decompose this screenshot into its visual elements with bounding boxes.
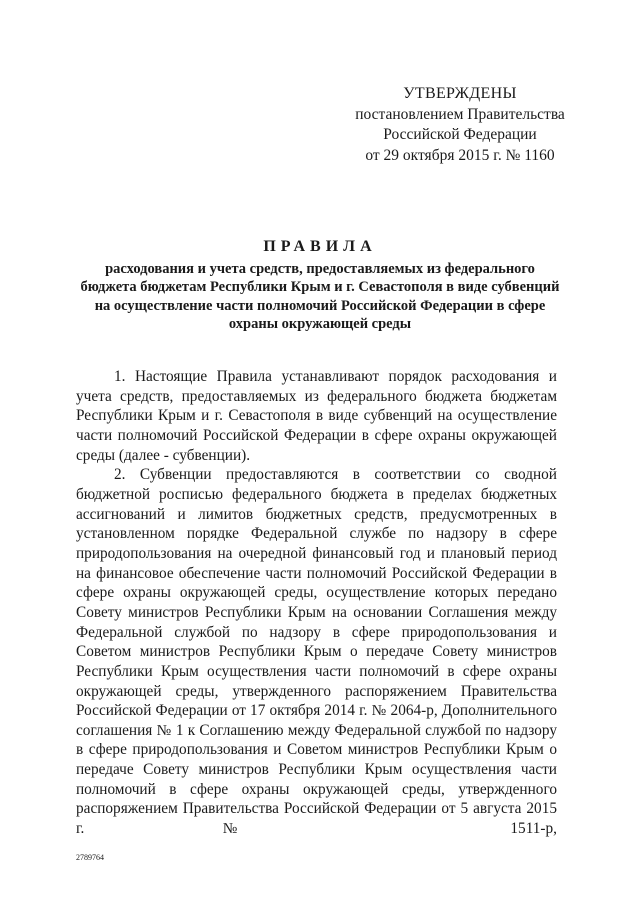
document-number: 2789764 xyxy=(76,853,104,862)
approval-stamp xyxy=(345,84,575,166)
approval-heading: УТВЕРЖДЕНЫ xyxy=(403,85,517,102)
paragraph-2: 2. Субвенции предоставляются в соответствии со сводной бюджетной росписью федерального бюджета в пределах бюджетных ассигнований и лимитов бюджетных средств, предусмотренных в установленном порядке Федеральной службе по надзору в сфере природопользования на очередной финансовый год и плановый период на финансовое обеспечение части полномочий Российской Федерации в сфере охраны окружающей среды, осуществление которых передано Совету министров Республики Крым на основании Соглашения между Федеральной службой по надзору в сфере природопользования и Советом министров Республики Крым о передаче Совету министров Республики Крым осуществления части полномочий в сфере охраны окружающей среды, утвержденного распоряжением Правительства Российской Федерации от 17 октября 2014 г. № 2064-р, Дополнительного соглашения № 1 к Соглашению между Федеральной службой по надзору в сфере природопользования и Советом министров Республики Крым о передаче Совету министров Республики Крым осуществления части полномочий в сфере охраны окружающей среды, утвержденного распоряжением Правительства Российской Федерации от 5 августа 2015 г. № 1511-р, xyxy=(76,466,557,838)
document-title: ПРАВИЛА xyxy=(263,238,377,255)
approval-line-1: постановлением Правительства xyxy=(355,105,565,123)
approval-line-2: Российской Федерации xyxy=(383,126,537,143)
paragraph-1: 1. Настоящие Правила устанавливают порядок расходования и учета средств, предоставляемых из федерального бюджета бюджетам Республики Крым и г. Севастополя в виде субвенций на осуществление части полномочий Российской Федерации в сфере охраны окружающей среды (далее - субвенции). xyxy=(76,368,557,464)
document-title-block xyxy=(76,237,564,333)
document-body xyxy=(76,367,557,839)
approval-line-3: от 29 октября 2015 г. № 1160 xyxy=(365,146,555,164)
document-subtitle: расходования и учета средств, предоставляемых из федерального бюджета бюджетам Республики Крым и г. Севастополя в виде субвенций на осуществление части полномочий Российской Федерации в сфере охраны окружающей среды xyxy=(80,261,560,332)
